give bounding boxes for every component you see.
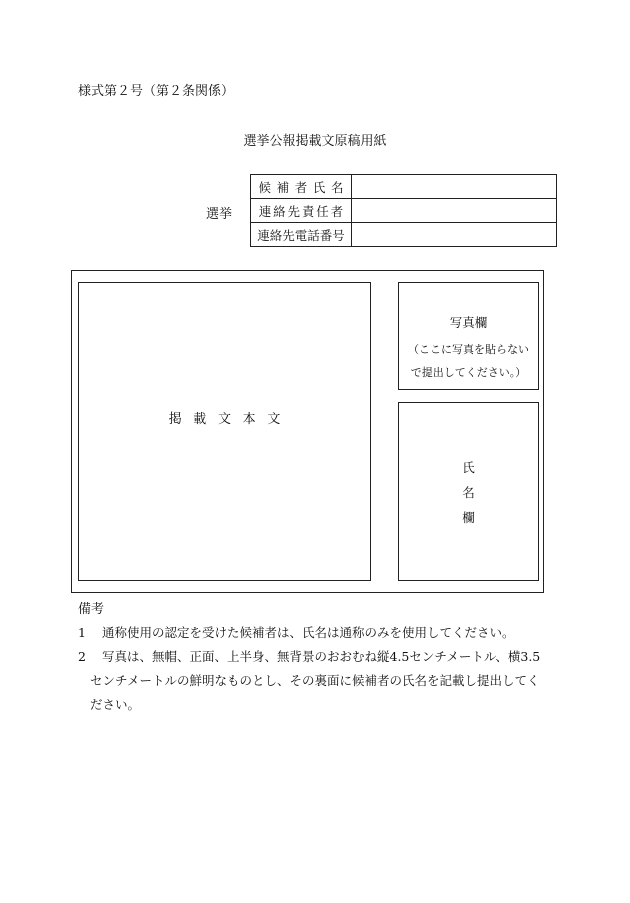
- contact-person-label: 連絡先責任者: [251, 199, 352, 223]
- candidate-name-label: 候補者氏名: [251, 175, 352, 199]
- photo-note-line-1: （ここに写真を貼らない: [408, 343, 529, 356]
- remark-text: 通称使用の認定を受けた候補者は、氏名は通称のみを使用してください。: [102, 625, 515, 640]
- candidate-info-table: [250, 174, 557, 247]
- election-label: 選挙: [206, 207, 233, 222]
- form-number: 様式第２号（第２条関係）: [78, 84, 235, 99]
- document-title: 選挙公報掲載文原稿用紙: [243, 134, 387, 149]
- remark-text-continued: センチメートルの鮮明なものとし、その裏面に候補者の氏名を記載し提出してく: [90, 673, 540, 688]
- main-text-label: 掲載文本文: [168, 412, 293, 427]
- remark-number: 1: [78, 625, 86, 640]
- remark-item: [78, 621, 558, 645]
- photo-note-line-2: で提出してください。）: [410, 366, 527, 379]
- table-row: [251, 223, 557, 247]
- remark-text: 写真は、無帽、正面、上半身、無背景のおおむね縦4.5センチメートル、横3.5: [102, 649, 541, 664]
- remark-number: 2: [78, 649, 86, 664]
- remark-item: [78, 645, 558, 717]
- remarks-heading: 備考: [78, 602, 105, 617]
- photo-title: 写真欄: [449, 315, 488, 330]
- name-field-char: 欄: [462, 510, 475, 525]
- table-row: [251, 175, 557, 199]
- name-field-char: 氏: [462, 460, 475, 475]
- table-row: [251, 199, 557, 223]
- contact-phone-label: 連絡先電話番号: [251, 223, 352, 247]
- main-text-box[interactable]: [78, 282, 371, 581]
- remark-text-continued: ださい。: [90, 697, 141, 712]
- name-field-label: [398, 455, 539, 530]
- name-field-char: 名: [462, 485, 475, 500]
- candidate-name-field[interactable]: [352, 175, 557, 199]
- photo-note: [398, 338, 539, 384]
- contact-person-field[interactable]: [352, 199, 557, 223]
- contact-phone-field[interactable]: [352, 223, 557, 247]
